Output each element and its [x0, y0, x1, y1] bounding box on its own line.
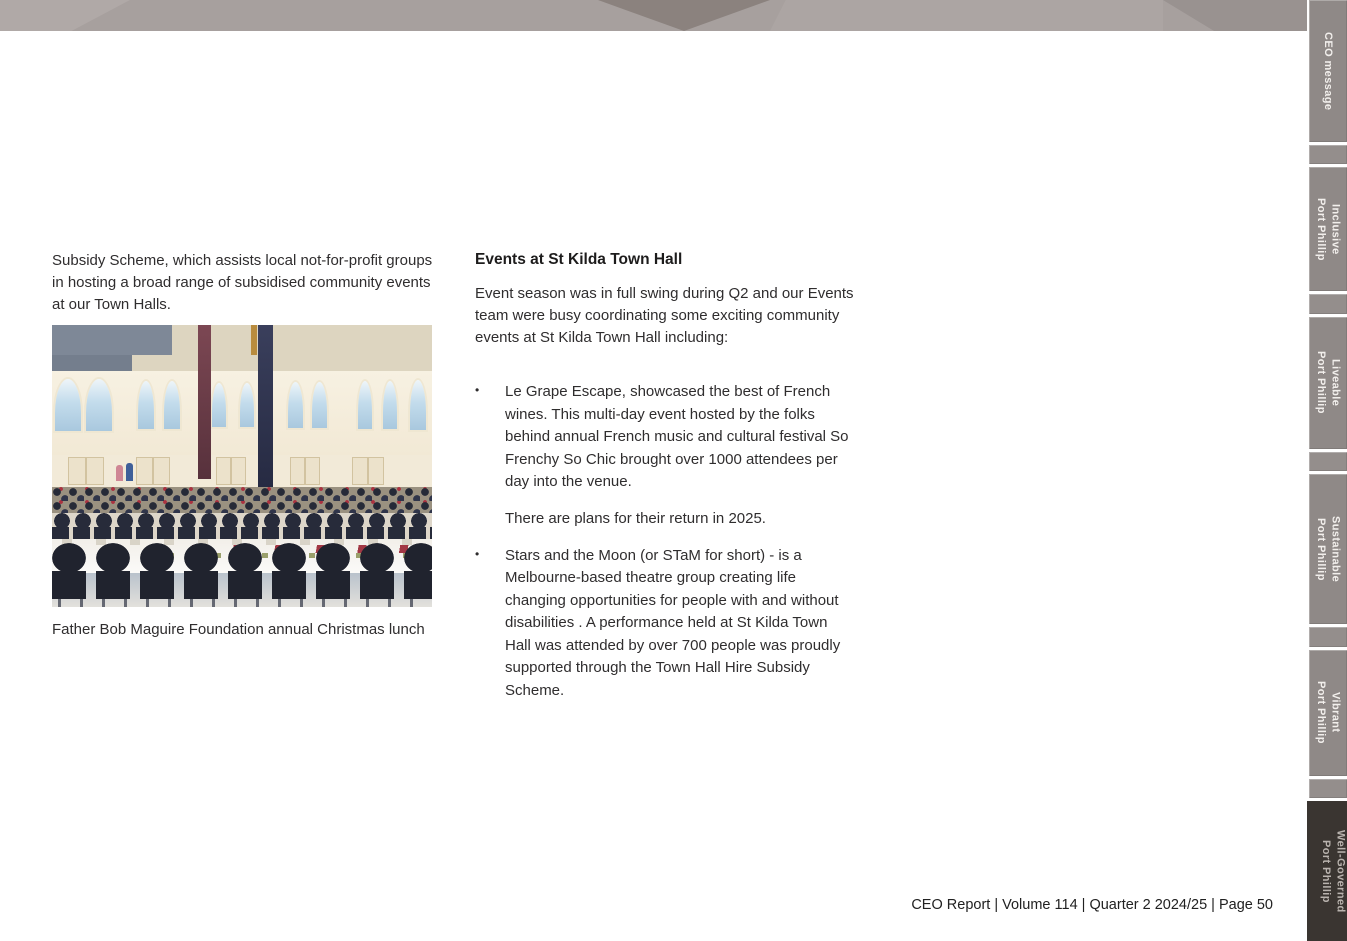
door-shape	[216, 457, 246, 485]
tab-label	[1314, 681, 1343, 744]
door-shape	[136, 457, 170, 485]
tab-label-line: Vibrant	[1329, 692, 1342, 733]
tab-label-line: Port Phillip	[1320, 839, 1332, 903]
person-figure	[126, 463, 133, 481]
sidebar-tab-spacer	[1309, 294, 1347, 313]
list-item	[475, 381, 857, 494]
bullet-followup-text: There are plans for their return in 2025.	[505, 509, 766, 527]
photo-ceiling-shadow	[52, 355, 132, 371]
sidebar-tab-liveable-port-phillip[interactable]	[1309, 317, 1347, 449]
arched-window	[410, 380, 426, 430]
tab-label-line: Sustainable	[1329, 516, 1342, 583]
arched-window	[212, 383, 226, 427]
section-heading: Events at St Kilda Town Hall	[475, 251, 683, 268]
arched-window	[86, 379, 112, 431]
navy-banner	[258, 325, 273, 489]
left-column-paragraph: Subsidy Scheme, which assists local not-for-profit groups in hosting a broad range of subsidised community events at our Town Halls.	[52, 252, 433, 313]
sidebar-tab-inclusive-port-phillip[interactable]	[1309, 167, 1347, 291]
tab-label-line: Well-Governed	[1334, 829, 1347, 913]
banner-polygon	[770, 0, 1163, 31]
maroon-banner	[198, 325, 211, 479]
bullet-list	[475, 381, 857, 702]
banner-polygon	[598, 0, 770, 31]
sidebar-tab-spacer	[1309, 627, 1347, 646]
photo-lower-wall	[52, 455, 432, 487]
tab-label	[1319, 830, 1347, 913]
sidebar-tab-sustainable-port-phillip[interactable]	[1309, 474, 1347, 624]
tab-label-line: Port Phillip	[1315, 197, 1327, 261]
arched-window	[288, 382, 303, 428]
page-footer: CEO Report | Volume 114 | Quarter 2 2024/25 | Page 50	[911, 897, 1273, 913]
sidebar-tab-spacer	[1309, 779, 1347, 798]
arched-window	[312, 382, 327, 428]
bullet-icon: •	[475, 383, 480, 397]
top-banner	[0, 0, 1309, 31]
arched-window	[164, 381, 180, 429]
sidebar-tab-spacer	[1309, 145, 1347, 164]
bullet-text: Le Grape Escape, showcased the best of French wines. This multi-day event hosted by the folks behind annual French music and cultural festival So Frenchy So Chic brought over 1000 attendees per day into the venue.	[505, 383, 849, 490]
tab-label	[1321, 32, 1335, 110]
photo-mid-chairs	[52, 513, 432, 539]
photo-foreground-chairs	[52, 543, 432, 599]
photo-wall	[52, 371, 432, 455]
door-shape	[68, 457, 104, 485]
tab-label	[1314, 351, 1343, 414]
tab-label-line: CEO message	[1322, 31, 1335, 111]
person-figure	[116, 465, 123, 481]
tab-label	[1314, 516, 1343, 582]
arched-window	[240, 383, 254, 427]
sidebar-tab-ceo-message[interactable]	[1309, 0, 1347, 142]
tab-label-line: Port Phillip	[1315, 681, 1327, 745]
bullet-icon: •	[475, 546, 480, 561]
door-shape	[290, 457, 320, 485]
gold-banner	[251, 325, 257, 355]
photo-ceiling-shadow	[52, 325, 172, 355]
photo-caption: Father Bob Maguire Foundation annual Christmas lunch	[52, 621, 425, 638]
door-shape	[352, 457, 384, 485]
tab-label-line: Port Phillip	[1315, 351, 1327, 415]
tab-label-line: Inclusive	[1329, 204, 1342, 255]
sidebar-tab-well-governed-port-phillip[interactable]	[1307, 801, 1347, 941]
town-hall-photo	[52, 325, 432, 607]
arched-window	[383, 381, 397, 429]
right-column-paragraph: Event season was in full swing during Q2 and our Events team were busy coordinating some exciting community events at St Kilda Town Hall including:	[475, 285, 854, 346]
tab-label	[1314, 198, 1343, 261]
banner-polygon	[1163, 0, 1309, 31]
tab-label-line: Port Phillip	[1315, 517, 1327, 581]
list-item	[475, 545, 857, 703]
sidebar-tab-vibrant-port-phillip[interactable]	[1309, 650, 1347, 776]
tab-label-line: Liveable	[1329, 359, 1342, 407]
arched-window	[358, 381, 372, 429]
bullet-text: Stars and the Moon (or STaM for short) - is a Melbourne-based theatre group creating life changing opportunities for people with and without disabilities . A performance held at St Kilda Town Hall was attended by over 700 people was proudly supported through the Town Hall Hire Subsidy Scheme.	[505, 546, 841, 699]
arched-window	[55, 379, 81, 431]
arched-window	[138, 381, 154, 429]
section-tab-sidebar	[1307, 0, 1347, 941]
banner-polygon	[0, 0, 130, 31]
sidebar-tab-spacer	[1309, 452, 1347, 471]
photo-crowd-chairs	[52, 487, 432, 513]
photo-ceiling	[52, 325, 432, 371]
